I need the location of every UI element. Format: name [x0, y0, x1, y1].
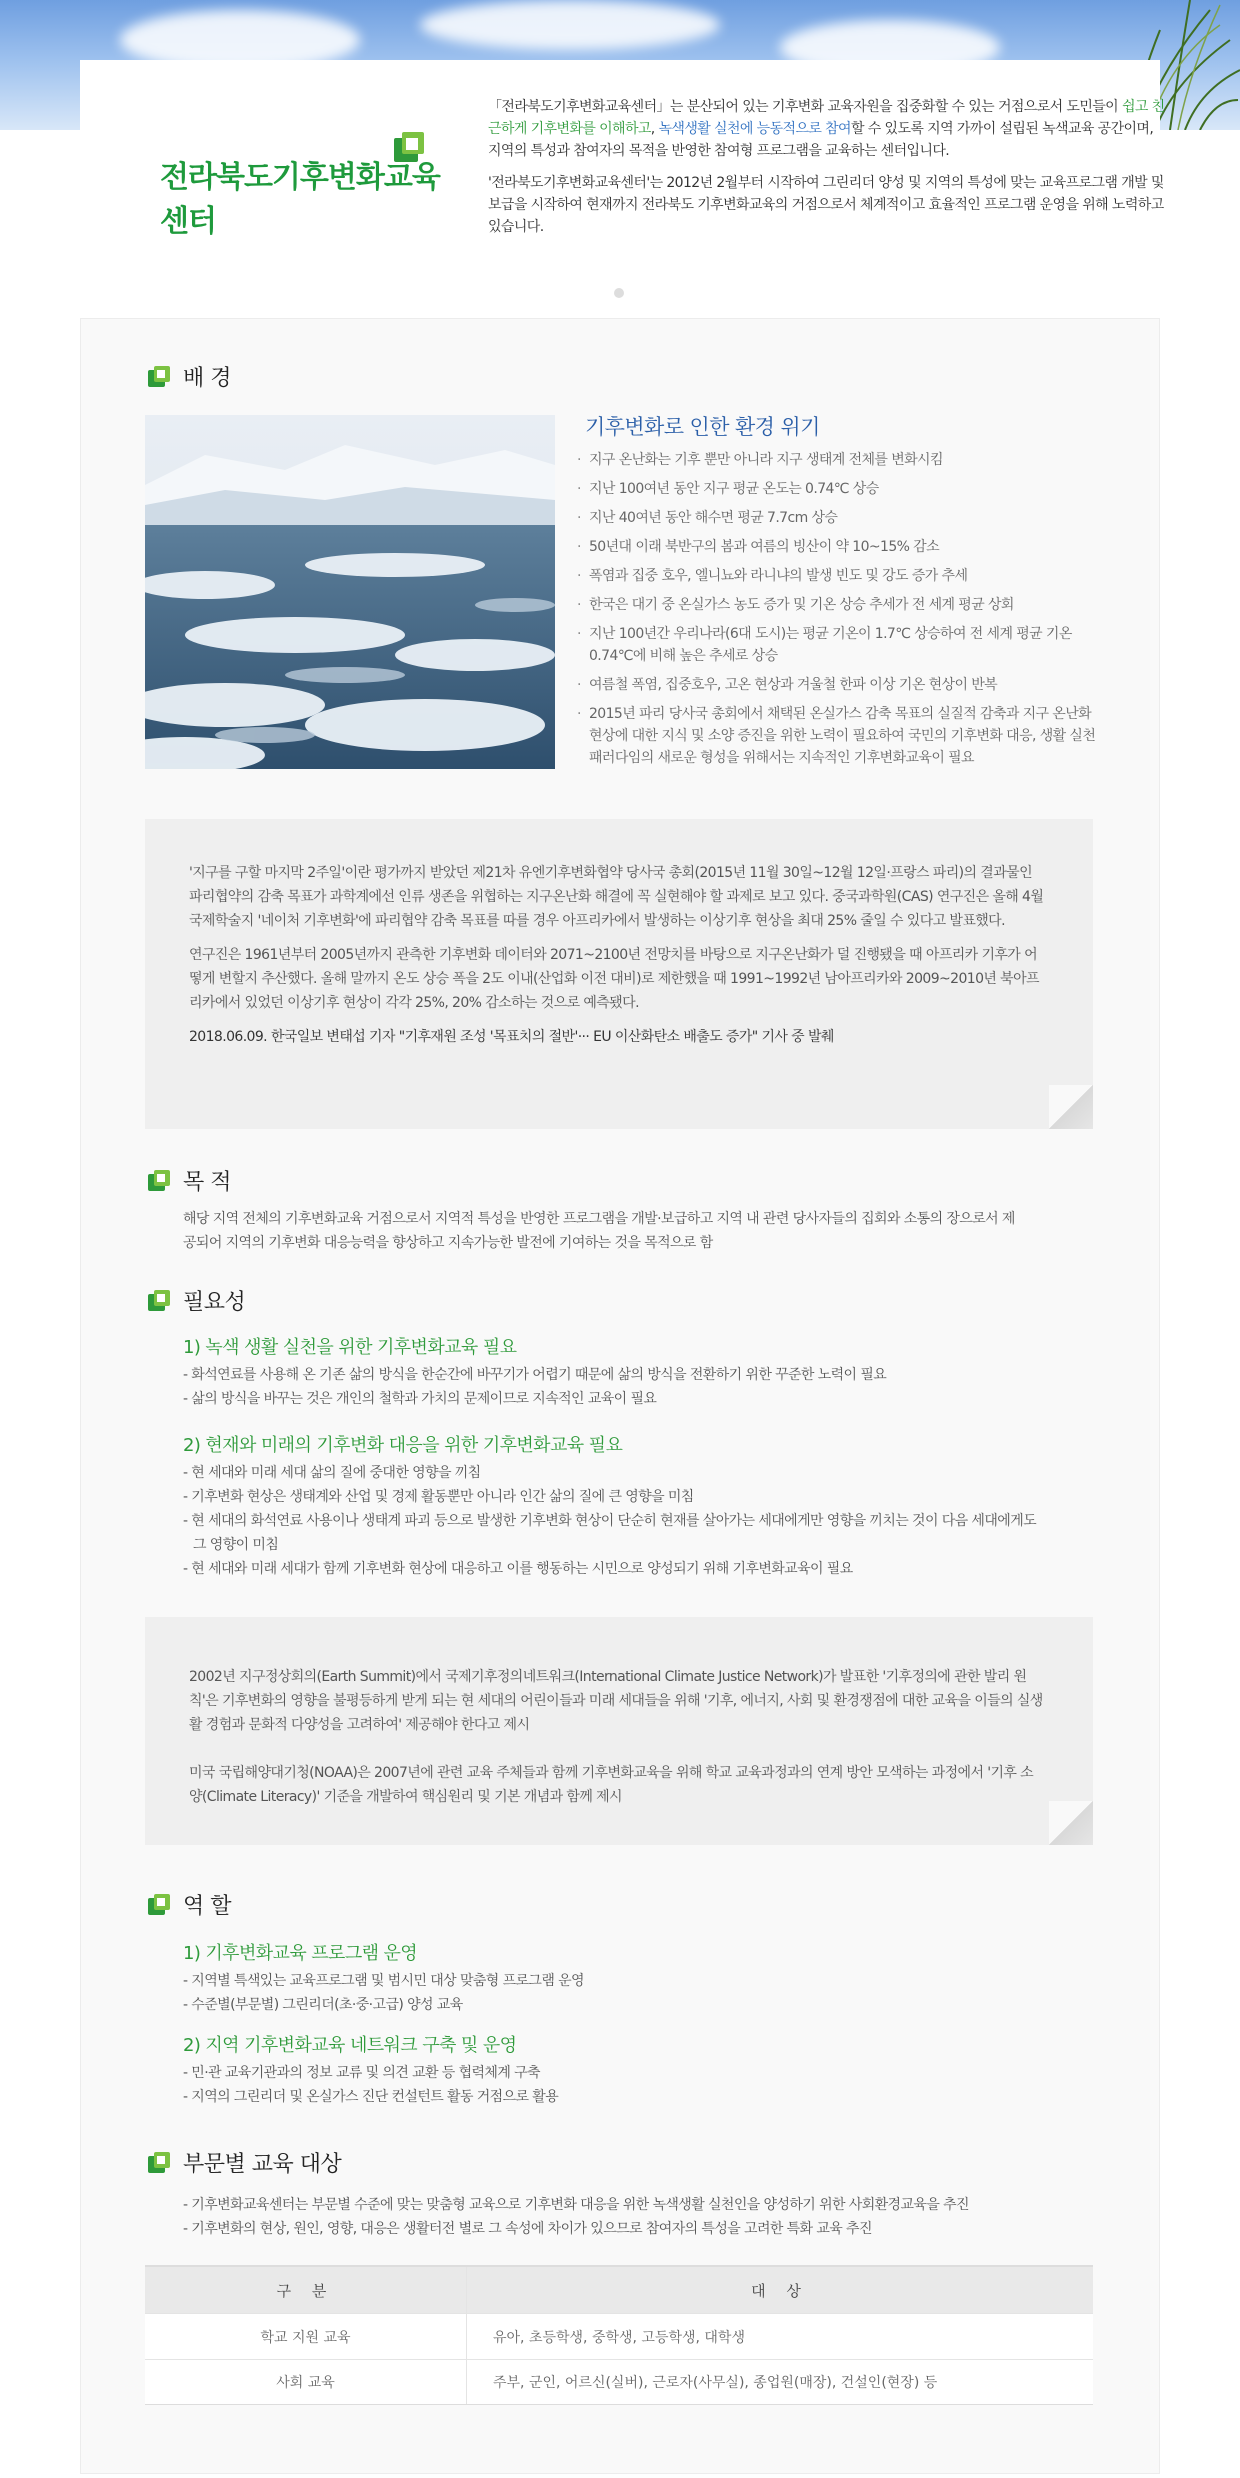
list-item: · 지난 100년간 우리나라(6대 도시)는 평균 기온이 1.7℃ 상승하여 전 세계 평균 기온 0.74℃에 비해 높은 추세로 상승 [575, 623, 1105, 667]
table-row [145, 2313, 1093, 2359]
section-title-text: 목 적 [183, 1170, 231, 1195]
list-item: - 지역의 그린리더 및 온실가스 진단 컨설턴트 활동 거점으로 활용 [183, 2089, 559, 2105]
news-quote-box [145, 819, 1093, 1129]
page-fold-decoration [1049, 1801, 1093, 1845]
section-title-role [147, 1889, 231, 1920]
necessity-list-2 [183, 1461, 1043, 1581]
list-item: · 지난 100여년 동안 지구 평균 온도는 0.74℃ 상승 [575, 478, 1105, 500]
list-item: · 2015년 파리 당사국 총회에서 채택된 온실가스 감축 목표의 실질적 감축과 지구 온난화 현상에 대한 지식 및 소양 증진을 위한 노력이 필요하여 국민의 기후변화 대응, 생활 실천 패러다임의 새로운 형성을 위해서는 지속적인 기후변화교육이 필요 [575, 703, 1105, 769]
section-icon [147, 1289, 171, 1313]
table-cell: 주부, 군인, 어르신(실버), 근로자(사무실), 종업원(매장), 건설인(현장) 등 [493, 2375, 938, 2391]
target-list [183, 2193, 1083, 2241]
section-icon [147, 1169, 171, 1193]
role-subtitle-1: 1) 기후변화교육 프로그램 운영 [183, 1943, 418, 1964]
list-item: - 수준별(부문별) 그린리더(초·중·고급) 양성 교육 [183, 1997, 463, 2013]
table-header-category: 구 분 [145, 2267, 467, 2313]
section-title-purpose [147, 1165, 231, 1196]
section-icon [147, 1893, 171, 1917]
list-item: · 한국은 대기 중 온실가스 농도 증가 및 기온 상승 추세가 전 세계 평균 상회 [575, 594, 1105, 616]
list-item: · 지난 40여년 동안 해수면 평균 7.7cm 상승 [575, 507, 1105, 529]
list-item: - 화석연료를 사용해 온 기존 삶의 방식을 한순간에 바꾸기가 어렵기 때문에 삶의 방식을 전환하기 위한 꾸준한 노력이 필요 [183, 1367, 887, 1383]
quote-paragraph: 2002년 지구정상회의(Earth Summit)에서 국제기후정의네트워크(International Climate Justice Network)가 발표한 '기후정의에 관한 발리 원칙'은 기후변화의 영향을 불평등하게 받게 되는 현 세대의 어린이들과 미래 세대들을 위해 '기후, 에너지, 사회 및 환경쟁점에 대한 교육을 이들의 실생활 경험과 문화적 다양성을 고려하여' 제공해야 한다고 제시 [189, 1669, 1043, 1733]
page-fold-decoration [1049, 1085, 1093, 1129]
table-cell: 사회 교육 [145, 2360, 467, 2404]
intro-highlight-green: 쉽고 친근하게 기후변화를 이해하고 [488, 99, 1165, 137]
section-title-text: 배 경 [183, 366, 231, 391]
role-subtitle-2: 2) 지역 기후변화교육 네트워크 구축 및 운영 [183, 2035, 517, 2056]
intro-highlight-blue: 녹색생활 실천에 능동적으로 참여 [658, 121, 851, 137]
section-icon [147, 2151, 171, 2175]
section-title-necessity [147, 1285, 245, 1316]
section-title-background [147, 361, 231, 392]
list-item: · 폭염과 집중 호우, 엘니뇨와 라니냐의 발생 빈도 및 강도 증가 추세 [575, 565, 1105, 587]
necessity-subtitle-1: 1) 녹색 생활 실천을 위한 기후변화교육 필요 [183, 1337, 517, 1358]
role-list-2 [183, 2061, 1083, 2109]
cloud [420, 0, 720, 50]
purpose-text: 해당 지역 전체의 기후변화교육 거점으로서 지역적 특성을 반영한 프로그램을 개발·보급하고 지역 내 관련 당사자들의 집회와 소통의 장으로서 제공되어 지역의 기후변화 대응능력을 향상하고 지속가능한 발전에 기여하는 것을 목적으로 함 [183, 1211, 1015, 1251]
glacier-image [145, 415, 555, 769]
role-list-1 [183, 1969, 1083, 2017]
intro-text [488, 96, 1168, 248]
justice-quote-box [145, 1617, 1093, 1845]
intro-text-part: 할 수 있도록 지역 가까이 설립된 녹색교육 공간이며, 지역의 특성과 참여자의 목적을 반영한 참여형 프로그램을 교육하는 센터입니다. [488, 121, 1154, 159]
necessity-subtitle-2: 2) 현재와 미래의 기후변화 대응을 위한 기후변화교육 필요 [183, 1435, 623, 1456]
list-item: - 삶의 방식을 바꾸는 것은 개인의 철학과 가치의 문제이므로 지속적인 교육이 필요 [183, 1391, 657, 1407]
table-header-target: 대 상 [751, 2281, 809, 2300]
list-item: · 50년대 이래 북반구의 봄과 여름의 빙산이 약 10~15% 감소 [575, 536, 1105, 558]
table-cell: 유아, 초등학생, 중학생, 고등학생, 대학생 [493, 2329, 745, 2346]
section-title-text: 역 할 [183, 1894, 231, 1919]
quote-source: 2018.06.09. 한국일보 변태섭 기자 "기후재원 조성 '목표치의 절반'··· EU 이산화탄소 배출도 증가" 기사 중 발췌 [189, 1029, 834, 1045]
env-crisis-list [575, 449, 1105, 776]
intro-paragraph-2: '전라북도기후변화교육센터'는 2012년 2월부터 시작하여 그린리더 양성 및 지역의 특성에 맞는 교육프로그램 개발 및 보급을 시작하여 현재까지 전라북도 기후변화교육의 거점으로서 체계적이고 효율적인 프로그램 운영을 위해 노력하고 있습니다. [488, 175, 1164, 235]
list-item: - 기후변화의 현상, 원인, 영향, 대응은 생활터전 별로 그 속성에 차이가 있으므로 참여자의 특성을 고려한 특화 교육 추진 [183, 2221, 872, 2237]
list-item: - 지역별 특색있는 교육프로그램 및 범시민 대상 맞춤형 프로그램 운영 [183, 1973, 584, 1989]
content-panel [80, 318, 1160, 2474]
list-item: - 기후변화교육센터는 부문별 수준에 맞는 맞춤형 교육으로 기후변화 대응을 위한 녹색생활 실천인을 양성하기 위한 사회환경교육을 추진 [183, 2197, 969, 2213]
env-crisis-title: 기후변화로 인한 환경 위기 [585, 415, 820, 439]
list-item: - 기후변화 현상은 생태계와 산업 및 경제 활동뿐만 아니라 인간 삶의 질에 큰 영향을 미침 [183, 1489, 694, 1505]
table-header [145, 2267, 1093, 2313]
quote-paragraph: 미국 국립해양대기청(NOAA)은 2007년에 관련 교육 주체들과 함께 기후변화교육을 위해 학교 교육과정과의 연계 방안 모색하는 과정에서 '기후 소양(Climate Literacy)' 기준을 개발하여 핵심원리 및 기본 개념과 함께 제시 [189, 1765, 1034, 1805]
quote-paragraph: '지구를 구할 마지막 2주일'이란 평가까지 받았던 제21차 유엔기후변화협약 당사국 총회(2015년 11월 30일~12월 12일·프랑스 파리)의 결과물인 파리협약의 감축 목표가 과학계에선 인류 생존을 위협하는 지구온난화 해결에 꼭 실현해야 할 과제로 보고 있다. 중국과학원(CAS) 연구진은 올해 4월 국제학술지 '네이처 기후변화'에 파리협약 감축 목표를 따를 경우 아프리카에서 발생하는 이상기후 현상을 최대 25% 줄일 수 있다고 발표했다. [189, 865, 1044, 929]
section-title-text: 필요성 [183, 1290, 246, 1315]
quote-paragraph: 연구진은 1961년부터 2005년까지 관측한 기후변화 데이터와 2071~2100년 전망치를 바탕으로 지구온난화가 덜 진행됐을 때 아프리카 기후가 어떻게 변할지 추산했다. 올해 말까지 온도 상승 폭을 2도 이내(산업화 이전 대비)로 제한했을 때 1991~1992년 남아프리카와 2009~2010년 북아프리카에서 있었던 이상기후 현상이 각각 25%, 20% 감소하는 것으로 예측됐다. [189, 947, 1039, 1011]
list-item: - 현 세대의 화석연료 사용이나 생태계 파괴 등으로 발생한 기후변화 현상이 단순히 현재를 살아가는 세대에게만 영향을 끼치는 것이 다음 세대에게도 그 영향이 미침 [183, 1513, 1037, 1553]
list-item: · 여름철 폭염, 집중호우, 고온 현상과 겨울철 한파 이상 기온 현상이 반복 [575, 674, 1105, 696]
divider-dot [614, 288, 624, 298]
logo-text: 전라북도기후변화교육센터 [160, 160, 440, 239]
list-item: - 현 세대와 미래 세대 삶의 질에 중대한 영향을 끼침 [183, 1465, 481, 1481]
intro-text-part: , [650, 121, 659, 137]
table-row [145, 2359, 1093, 2405]
intro-paragraph-1 [488, 96, 1168, 162]
necessity-list-1 [183, 1363, 1083, 1411]
list-item: - 현 세대와 미래 세대가 함께 기후변화 현상에 대응하고 이를 행동하는 시민으로 양성되기 위해 기후변화교육이 필요 [183, 1561, 853, 1577]
center-logo[interactable] [160, 132, 460, 239]
list-item: · 지구 온난화는 기후 뿐만 아니라 지구 생태계 전체를 변화시킴 [575, 449, 1105, 471]
list-item: - 민·관 교육기관과의 정보 교류 및 의견 교환 등 협력체계 구축 [183, 2065, 540, 2081]
section-icon [147, 365, 171, 389]
intro-text-part: 「전라북도기후변화교육센터」는 분산되어 있는 기후변화 교육자원을 집중화할 수 있는 거점으로서 도민들이 [488, 99, 1122, 115]
section-title-text: 부문별 교육 대상 [183, 2152, 342, 2177]
table-cell: 학교 지원 교육 [145, 2314, 467, 2359]
section-title-target [147, 2147, 341, 2178]
target-table [145, 2265, 1093, 2405]
